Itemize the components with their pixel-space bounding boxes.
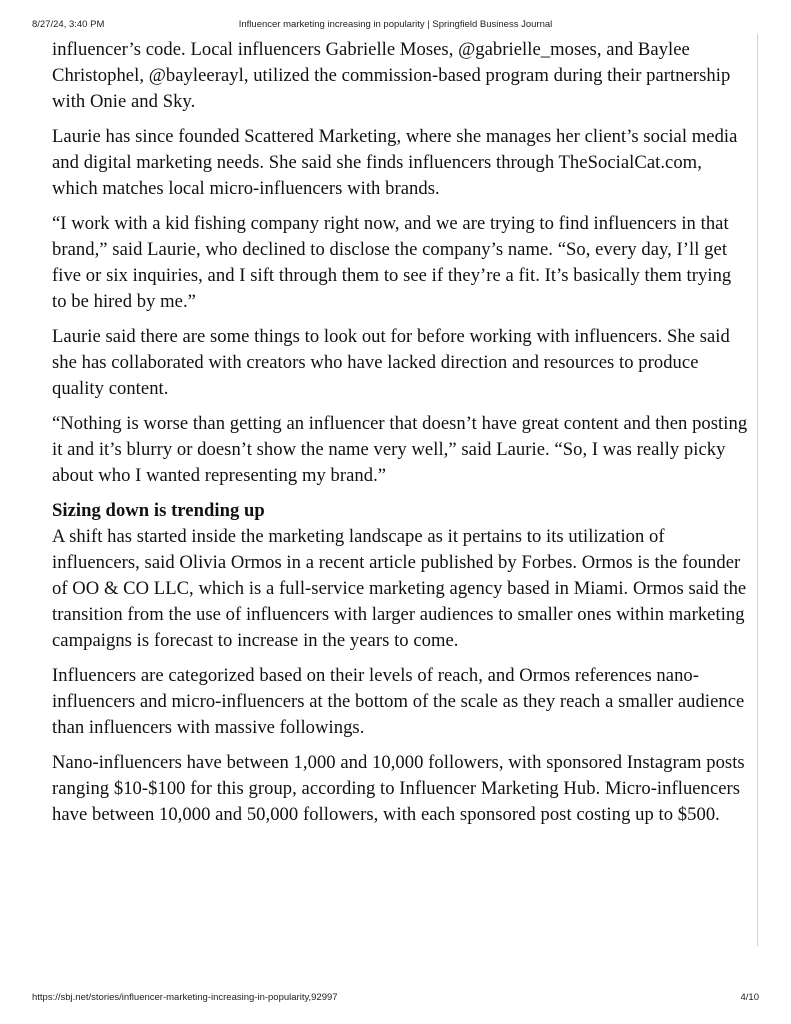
- article-paragraph: A shift has started inside the marketing landscape as it pertains to its utilization of influencers, said Olivia Ormos in a recent article published by Forbes. Ormos is the founder of OO & CO LLC, which is a full-service marketing agency based in Miami. Ormos said the transition from the use of influencers with larger audiences to smaller ones within marketing campaigns is forecast to increase in the years to come.: [52, 526, 747, 651]
- print-header-title: Influencer marketing increasing in popularity | Springfield Business Journal: [238, 19, 553, 30]
- print-footer-page-number: 4/10: [740, 992, 759, 1003]
- article-subheading: Sizing down is trending up: [52, 500, 265, 521]
- page-edge-rule: [757, 34, 758, 946]
- article-paragraph: Nano-influencers have between 1,000 and 10,000 followers, with sponsored Instagram posts ranging $10-$100 for this group, according to Influencer Marketing Hub. Micro-influencers have between 10,000 and 50,000 followers, with each sponsored post costing up to $500.: [52, 752, 745, 825]
- article-paragraph: Laurie has since founded Scattered Marketing, where she manages her client’s social media and digital marketing needs. She said she finds influencers through TheSocialCat.com, which matches local micro-influencers with brands.: [52, 126, 738, 199]
- article-paragraph: “I work with a kid fishing company right now, and we are trying to find influencers in that brand,” said Laurie, who declined to disclose the company’s name. “So, every day, I’ll get five or six inquiries, and I sift through them to see if they’re a fit. It’s basically them trying to be hired by me.”: [52, 213, 732, 312]
- print-footer: [32, 992, 759, 1006]
- article-paragraph: influencer’s code. Local influencers Gabrielle Moses, @gabrielle_moses, and Baylee Christophel, @bayleerayl, utilized the commission-based program during their partnership with Onie and Sky.: [52, 39, 731, 112]
- print-footer-url: https://sbj.net/stories/influencer-marketing-increasing-in-popularity,92997: [32, 992, 338, 1003]
- print-header: [32, 19, 759, 33]
- article-paragraph: Influencers are categorized based on their levels of reach, and Ormos references nano-influencers and micro-influencers at the bottom of the scale as they reach a smaller audience than influencers with massive followings.: [52, 665, 745, 738]
- article-body: [52, 37, 748, 837]
- article-paragraph: “Nothing is worse than getting an influencer that doesn’t have great content and then posting it and it’s blurry or doesn’t show the name very well,” said Laurie. “So, I was really picky about who I wanted representing my brand.”: [52, 413, 748, 486]
- print-header-date: 8/27/24, 3:40 PM: [32, 19, 105, 30]
- article-paragraph: Laurie said there are some things to look out for before working with influencers. She said she has collaborated with creators who have lacked direction and resources to produce quality content.: [52, 326, 730, 399]
